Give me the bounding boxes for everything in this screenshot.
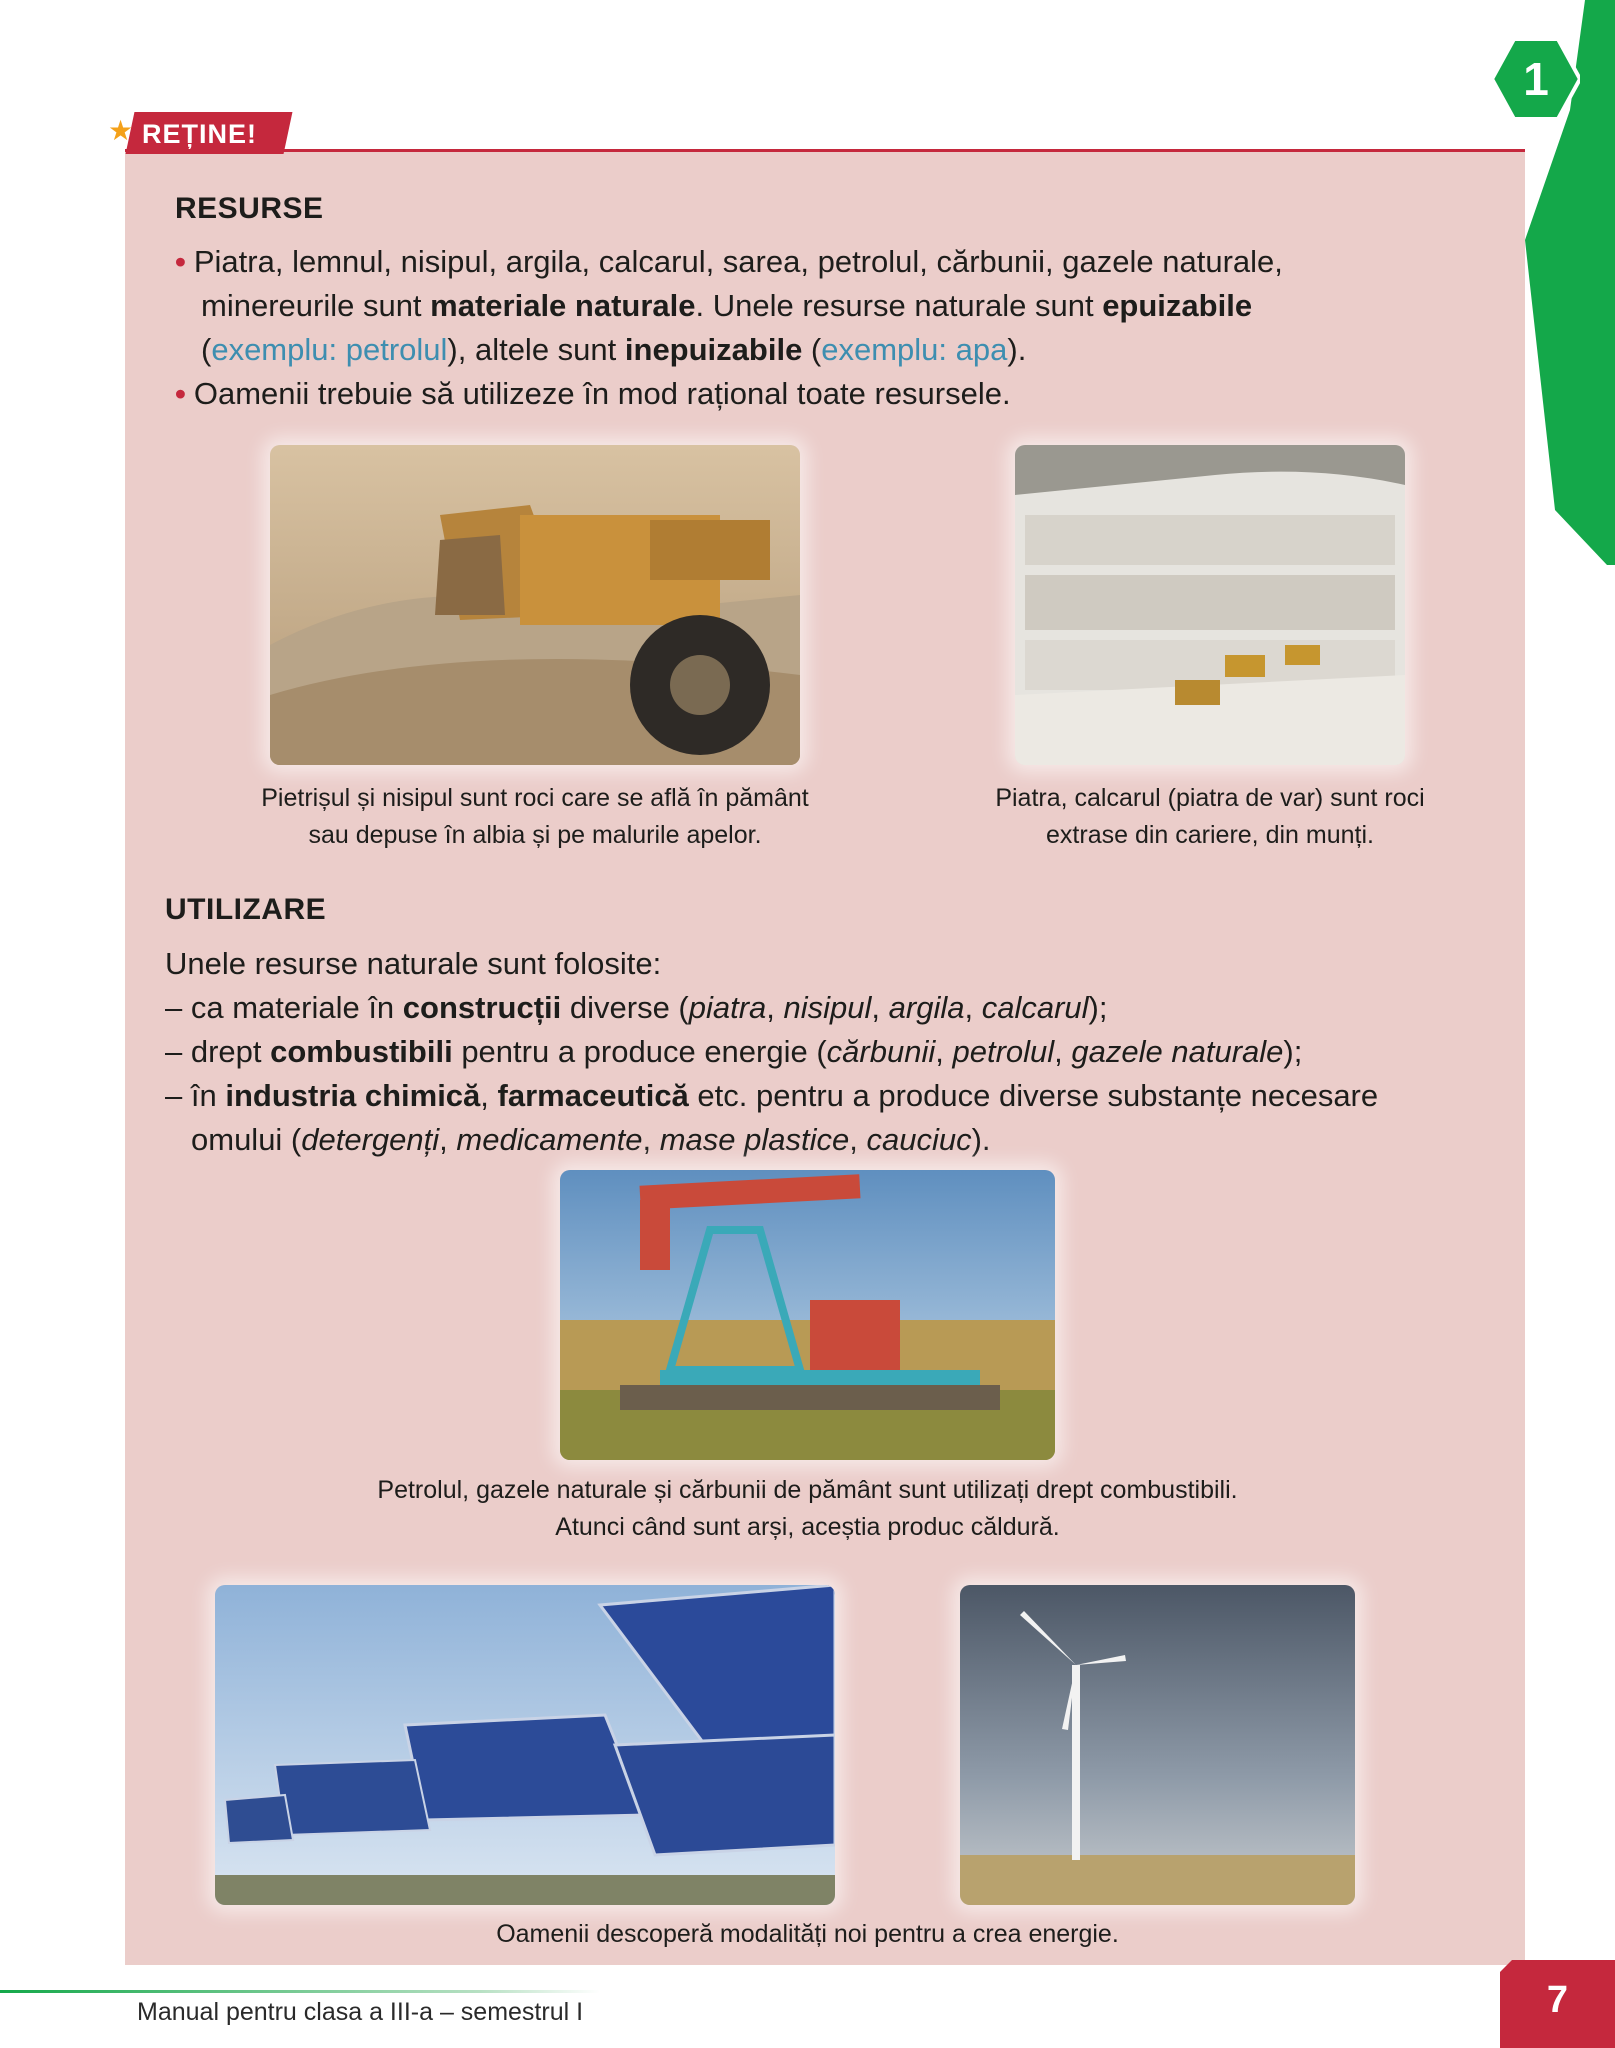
wind-turbine-photo: [960, 1585, 1355, 1905]
box-top-border: [125, 149, 1525, 152]
utilizare-line-1: – ca materiale în construcții diverse (piatra, nisipul, argila, calcarul);: [165, 990, 1108, 1025]
retine-label: REȚINE!: [142, 119, 257, 149]
caption-gravel: Pietrișul și nisipul sunt roci care se află în pământ sau depuse în albia și pe malurile apelor.: [261, 784, 809, 849]
page-number: 7: [1546, 1978, 1569, 2021]
resurse-bullet-1: • Piatra, lemnul, nisipul, argila, calcarul, sarea, petrolul, cărbunii, gazele naturale, minereurile sunt materiale naturale. Unele resurse naturale sunt epuizabile (exemplu: petrolul), altele sunt inepuizabile (exemplu: apa).: [175, 244, 1283, 367]
caption-oil: Petrolul, gazele naturale și cărbunii de pământ sunt utilizați drept combustibili. Atunci când sunt arși, aceștia produc căldură.: [377, 1476, 1238, 1541]
footer-line: [0, 1990, 600, 1993]
caption-energy: Oamenii descoperă modalități noi pentru a crea energie.: [496, 1920, 1119, 1948]
gravel-loader-photo: [270, 445, 800, 765]
utilizare-heading: UTILIZARE: [165, 893, 327, 926]
bullet-icon: •: [175, 376, 186, 411]
utilizare-text: Unele resurse naturale sunt folosite: – ca materiale în construcții diverse (piatra, nisipul, argila, calcarul); – drept combustibili pentru a produce energie (cărbunii, petrolul, gazele naturale); – în industria chimică, farmaceutică etc. pentru a produce diverse substanțe necesare omului (detergenți, medicamente, mase plastice, cauciuc).: [165, 942, 1505, 1162]
star-icon: ★: [108, 115, 134, 146]
oil-pump-photo: [560, 1170, 1055, 1460]
utilizare-line-3: – în industria chimică, farmaceutică etc. pentru a produce diverse substanțe necesare: [165, 1078, 1379, 1113]
resurse-heading: RESURSE: [175, 192, 324, 225]
utilizare-line-4: omului (detergenți, medicamente, mase plastice, cauciuc).: [191, 1122, 991, 1157]
utilizare-line-2: – drept combustibili pentru a produce energie (cărbunii, petrolul, gazele naturale);: [165, 1034, 1303, 1069]
solar-panels-photo: [215, 1585, 835, 1905]
caption-quarry: Piatra, calcarul (piatra de var) sunt roci extrase din cariere, din munți.: [995, 784, 1425, 849]
bullet-icon: •: [175, 244, 186, 279]
chapter-number: 1: [1523, 53, 1549, 105]
quarry-photo: [1015, 445, 1405, 765]
footer-text: Manual pentru clasa a III-a – semestrul I: [137, 1998, 584, 2026]
resurse-bullet-2: • Oamenii trebuie să utilizeze în mod rațional toate resursele.: [175, 376, 1011, 411]
